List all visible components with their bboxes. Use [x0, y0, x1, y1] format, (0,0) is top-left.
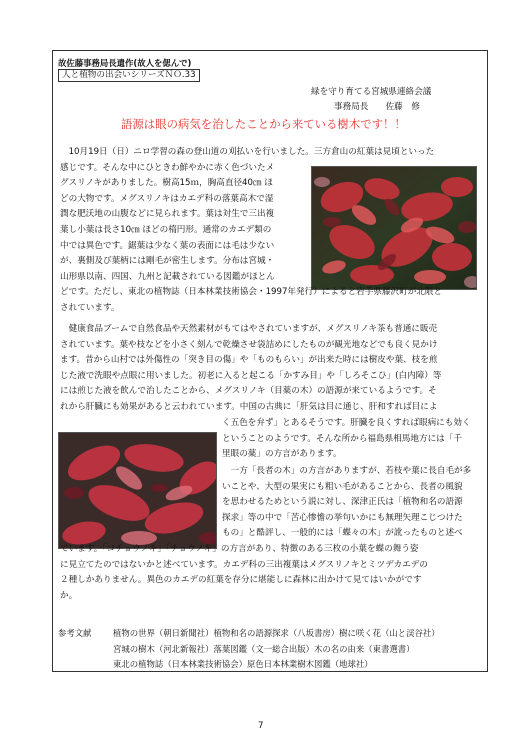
text-line: 10月19日（日）ニロ学習の森の登山道の刈払いを行いました。三方倉山の紅葉は見頃といった: [60, 147, 435, 157]
text-line: が、裏側及び葉柄には剛毛が密生します。分布は宮城・: [60, 256, 275, 267]
text-line: されています。葉や枝などを小さく刻んで乾燥させ袋詰めにしたものが観光地などでも良く見かけ: [60, 339, 438, 350]
text-line: されています。: [60, 302, 120, 313]
text-line: に見立てたのではないかと述べています。カエデ科の三出複葉はメグスリノキとミツデカエデの: [60, 559, 428, 570]
text-line: 里眼の薬」の方言があります。: [222, 449, 342, 460]
text-line: ２種しかありません。異色のカエデの紅葉を存分に堪能しに森林に出かけて見てはいかがです: [60, 575, 422, 586]
text-line: く五色を弁ず」とあるそうです。肝臓を良くすれば眼病にも効く: [222, 418, 471, 428]
author-name: 事務局長 佐藤 修: [334, 102, 420, 112]
text-line: を思わせるためという説に対し、深津正氏は「植物和名の語源: [222, 497, 463, 508]
reference-line: 植物の世界（朝日新聞社）植物和名の語源探求（八坂書房）樹に咲く花（山と渓谷社）: [113, 628, 440, 638]
text-line: 探求」等の中で「苦心惨憺の挙句いかにも無理矢理こじつけた: [222, 512, 463, 523]
text-line: ています。「コチョウノキ」「チョウノキ」の方言があり、特徴のある三枚の小葉を蝶の舞う姿: [60, 544, 419, 554]
text-line: 感じです。そんな中にひときわ鮮やかに赤く色づいたメ: [60, 162, 275, 173]
text-line: 山形県以南、四国、九州と記載されている図鑑がほとん: [60, 271, 275, 282]
text-line: どです。ただし、東北の植物誌（日本林業技術協会・1997年発行）によると岩手県藤沢町が北限と: [60, 287, 443, 298]
paragraph-5: [60, 542, 480, 604]
reference-line: 宮城の樹木（河北新報社）落葉図鑑（文一総合出版）木の名の由来（東書選書）: [113, 644, 415, 654]
text-line: 中では異色です。鋸葉は少なく葉の表面には毛は少ない: [60, 240, 275, 251]
text-line: には煎じた液を飲んで治したことから、メグスリノキ（目薬の木）の語源が来ているようです。そ: [60, 386, 437, 397]
paragraph-3: [222, 416, 480, 463]
reference-line: 東北の植物誌（日本林業技術協会）原色日本林業樹木図鑑（地球社）: [113, 659, 373, 669]
memorial-header: 故佐藤事務局長遺作(故人を偲んで): [58, 58, 192, 68]
paragraph-4: [222, 464, 480, 542]
organization-name: 緑を守り育てる宮城県連絡会議: [311, 87, 432, 97]
text-line: 一方「長者の木」の方言がありますが、若枝や葉に長自毛が多: [222, 466, 472, 476]
text-line: グスリノキがありました。樹高15ｍ，胸高直径40㎝ ほ: [60, 178, 273, 189]
text-line: 健康食品ブームで自然食品や天然素材がもてはやされていますが、メグスリノキ茶も普通に販売: [60, 324, 438, 334]
text-line: ます。昔から山村では外傷性の「突き目の傷」や「ものもらい」が出来た時には樹皮や葉、枝を煎: [60, 355, 438, 366]
page-number: 7: [258, 721, 264, 731]
text-line: じた液で洗眼や点眼に用いました。初老に入ると起こる「かすみ目」や「しろそこひ」(白内障）等: [60, 370, 442, 381]
article-title: 語源は眼の病気を治したことから来ている樹木です！！: [121, 117, 406, 131]
photo-leaves-closeup: [58, 432, 217, 549]
text-line: いことや、大型の果実にも粗い毛があることから、長者の風貌: [222, 481, 463, 492]
paragraph-1: [60, 145, 480, 317]
text-line: れから肝臓にも効果があると云われています。中国の古典に「肝気は目に通じ、肝和すれば目によ: [60, 401, 438, 412]
series-label: 人と植物の出会いシリーズＮＯ.33: [58, 69, 200, 82]
text-line: どの大物です。メグスリノキはカエデ科の落葉高木で湿: [60, 193, 274, 204]
text-line: 葉し小葉は長さ10㎝ ほどの楕円形。通常のカエデ類の: [60, 224, 272, 235]
text-line: もの」と酷評し、一般的には「蝶々の木」が訛ったものと述べ: [222, 528, 463, 539]
leaves-closeup-image: [59, 433, 217, 549]
text-line: ということのようです。そんな所から福島県相馬地方には「千: [222, 433, 462, 444]
paragraph-2: [60, 322, 480, 416]
text-line: か。: [60, 590, 78, 601]
text-line: 潤な肥沃地の山腹などに見られます。葉は対生で三出複: [60, 209, 275, 220]
references-label: 参考文献: [58, 628, 92, 638]
